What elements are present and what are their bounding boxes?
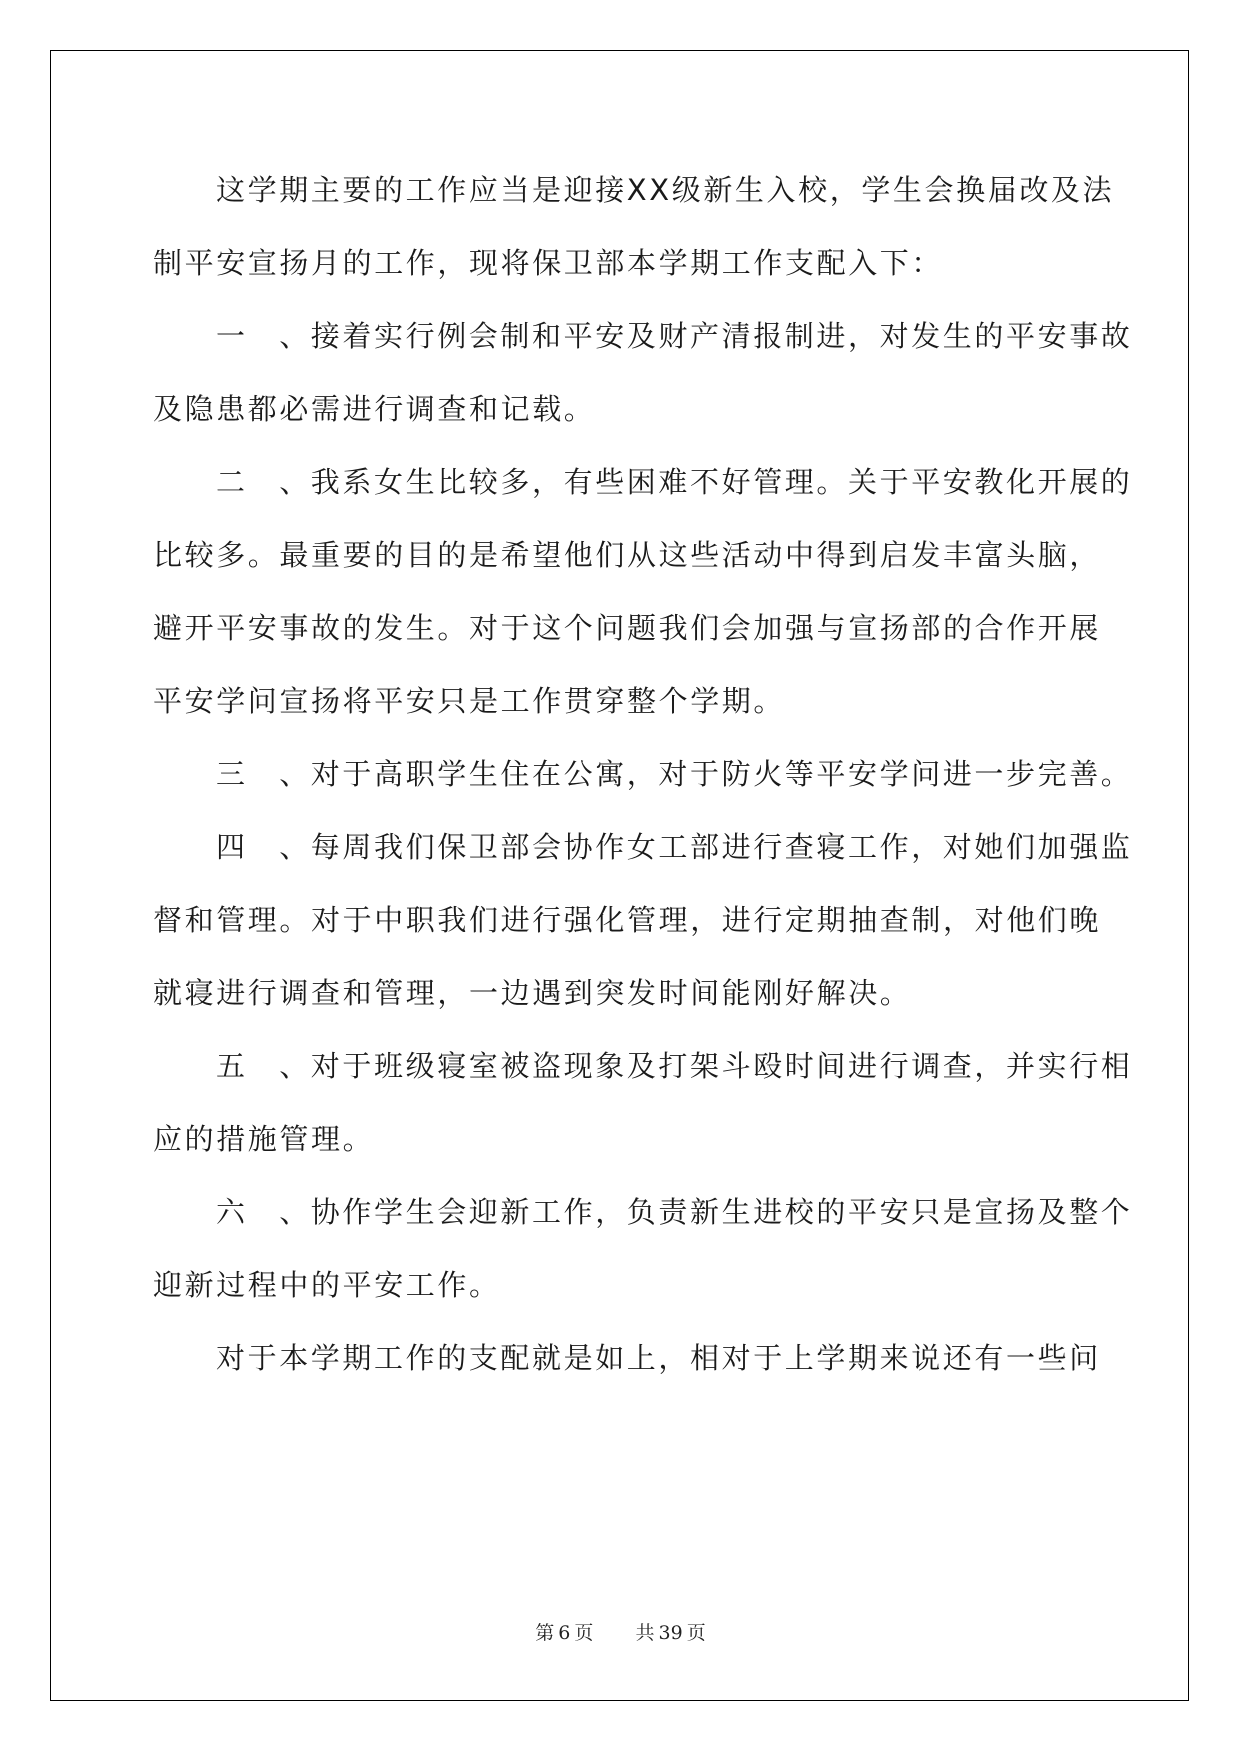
text-line: 督和管理。对于中职我们进行强化管理，进行定期抽查制，对他们晚 [153, 903, 1102, 937]
text-line: 就寝进行调查和管理，一边遇到突发时间能刚好解决。 [153, 976, 912, 1010]
text-line: 迎新过程中的平安工作。 [153, 1268, 501, 1302]
text-line: 四 、每周我们保卫部会协作女工部进行查寝工作，对她们加强监 [216, 830, 1133, 864]
text-line: 对于本学期工作的支配就是如上，相对于上学期来说还有一些问 [216, 1341, 1101, 1375]
text-line: 避开平安事故的发生。对于这个问题我们会加强与宣扬部的合作开展 [153, 611, 1102, 645]
text-line: 制平安宣扬月的工作，现将保卫部本学期工作支配入下： [153, 246, 944, 280]
total-suffix: 页 [686, 1622, 706, 1644]
text-line: 一 、接着实行例会制和平安及财产清报制进，对发生的平安事故 [216, 319, 1133, 353]
text-line: 及隐患都必需进行调查和记载。 [153, 392, 596, 426]
total-prefix: 共 [635, 1622, 655, 1644]
page-number: 6 [558, 1622, 571, 1644]
text-line: 这学期主要的工作应当是迎接XX级新生入校，学生会换届改及法 [216, 173, 1115, 207]
total-pages: 39 [658, 1622, 683, 1644]
text-line: 六 、协作学生会迎新工作，负责新生进校的平安只是宣扬及整个 [216, 1195, 1133, 1229]
page-prefix: 第 [535, 1622, 555, 1644]
text-line: 三 、对于高职学生住在公寓，对于防火等平安学问进一步完善。 [216, 757, 1133, 791]
text-line: 五 、对于班级寝室被盗现象及打架斗殴时间进行调查，并实行相 [216, 1049, 1133, 1083]
text-line: 应的措施管理。 [153, 1122, 375, 1156]
page-border [50, 50, 1189, 1701]
page-suffix: 页 [574, 1622, 594, 1644]
page-footer [0, 1618, 1241, 1645]
text-line: 二 、我系女生比较多，有些困难不好管理。关于平安教化开展的 [216, 465, 1133, 499]
text-line: 平安学问宣扬将平安只是工作贯穿整个学期。 [153, 684, 786, 718]
text-line: 比较多。最重要的目的是希望他们从这些活动中得到启发丰富头脑， [153, 538, 1102, 572]
